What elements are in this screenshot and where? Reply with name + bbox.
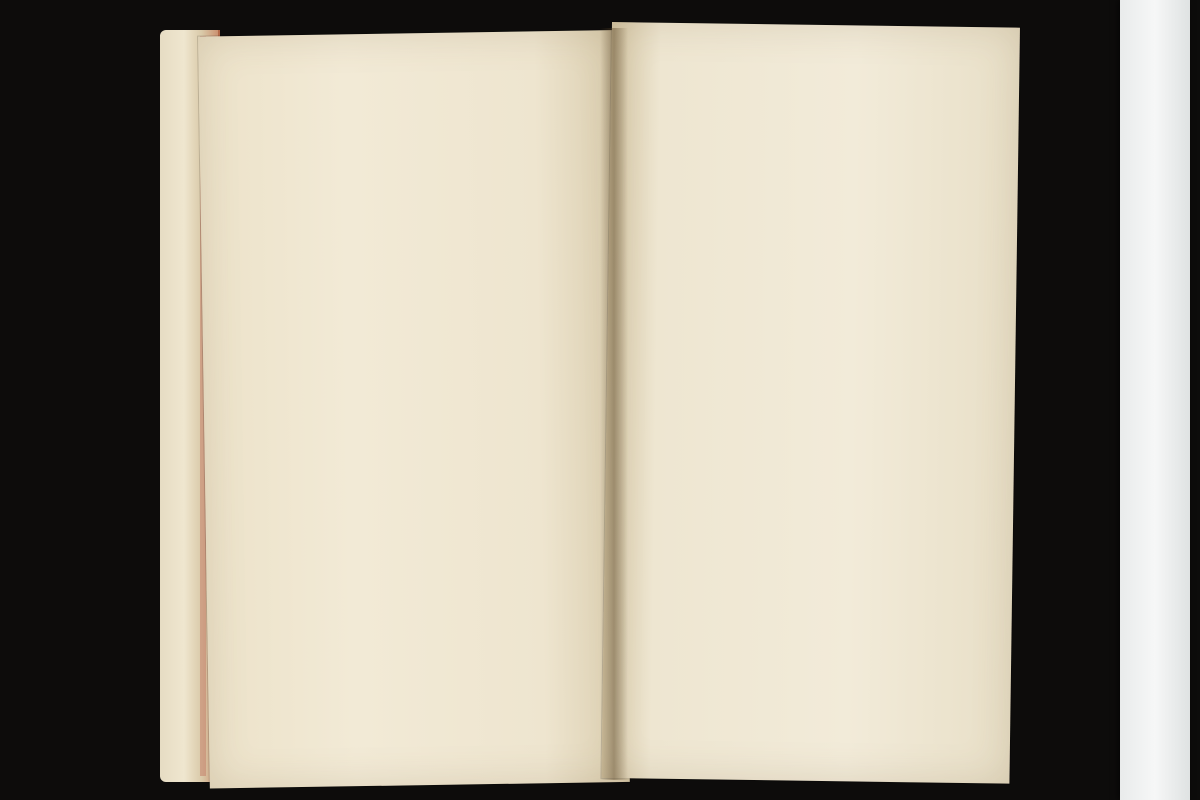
- measurement-ruler: [1120, 0, 1190, 800]
- book-gutter: [600, 28, 628, 780]
- right-page: [601, 22, 1020, 784]
- left-page: [198, 30, 630, 789]
